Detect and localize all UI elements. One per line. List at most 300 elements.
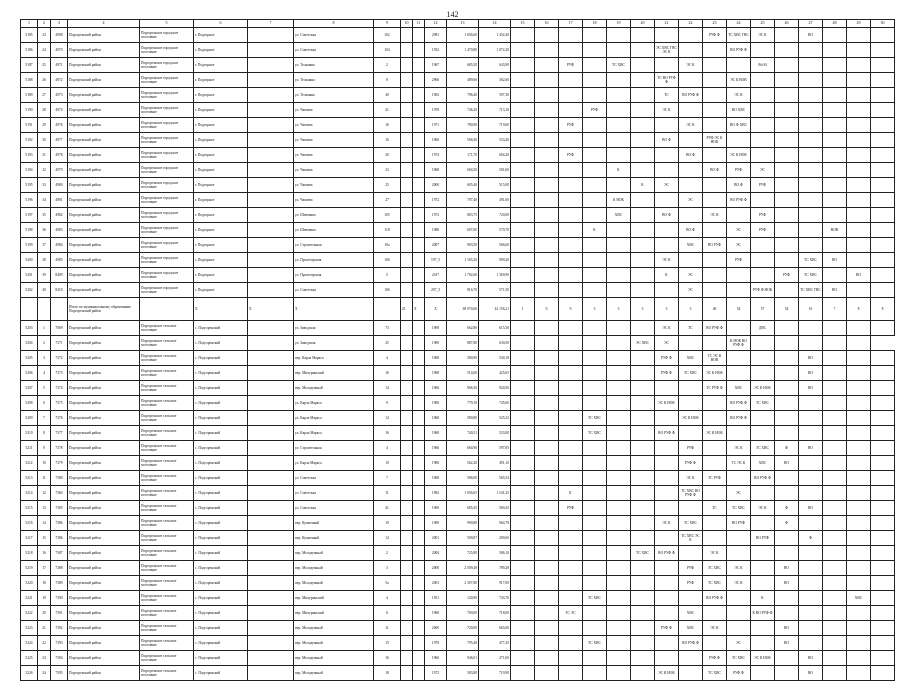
- table-row: [21, 471, 895, 486]
- cell-col-15: [511, 651, 535, 666]
- cell-col-13: 607,00: [447, 223, 479, 238]
- cell-col-1: 5214: [21, 486, 38, 501]
- cell-col-13: 707,40: [447, 193, 479, 208]
- cell-col-30: [871, 576, 895, 591]
- cell-col-22: [679, 133, 703, 148]
- column-number-col-28: 28: [823, 20, 847, 28]
- cell-col-12: 1951: [425, 591, 447, 606]
- cell-col-24: ВО РУФ: [727, 516, 751, 531]
- cell-col-28: [823, 118, 847, 133]
- cell-col-5: Подгоренское городское поселение: [140, 43, 194, 58]
- cell-col-8: ул. Чапаева: [294, 163, 374, 178]
- cell-col-26: Ф: [775, 501, 799, 516]
- cell-col-20: [631, 441, 655, 456]
- cell-col-13: 1 165,20: [447, 253, 479, 268]
- cell-col-3: 4983: [51, 223, 68, 238]
- cell-col-18: ТС ХВС: [583, 426, 607, 441]
- cell-col-18: [583, 208, 607, 223]
- cell-col-29: [847, 283, 871, 298]
- cell-col-21: ТС ВО РУФ Ф: [655, 73, 679, 88]
- cell-col-24: ЭС К: [727, 576, 751, 591]
- cell-col-4: Подгоренский район: [68, 366, 140, 381]
- cell-col-6: г. Подгорное: [194, 88, 248, 103]
- cell-col-15: [511, 411, 535, 426]
- cell-col-11: [413, 636, 425, 651]
- table-row: [21, 366, 895, 381]
- cell-col-8: ул. Чапаева: [294, 103, 374, 118]
- cell-col-3: 7386: [51, 516, 68, 531]
- cell-col-21: ЭС: [655, 336, 679, 351]
- cell-col-27: [799, 103, 823, 118]
- cell-col-21: [655, 651, 679, 666]
- cell-col-24: РУФ Ф: [727, 666, 751, 681]
- cell-col-1: 5205: [21, 351, 38, 366]
- cell-col-24: ЭС К: [727, 88, 751, 103]
- cell-col-29: [847, 426, 871, 441]
- cell-col-11: [413, 88, 425, 103]
- cell-col-2: 14: [38, 516, 51, 531]
- cell-col-28: ВО: [823, 283, 847, 298]
- cell-col-10: [401, 501, 413, 516]
- cell-col-23: [703, 148, 727, 163]
- cell-col-27: [799, 411, 823, 426]
- cell-col-7: [248, 268, 294, 283]
- cell-col-14: 604,20: [479, 148, 511, 163]
- cell-col-10: [401, 426, 413, 441]
- cell-col-25: [751, 88, 775, 103]
- cell-col-20: ТС ХВС: [631, 546, 655, 561]
- cell-col-1: 5187: [21, 58, 38, 73]
- cell-col-16: [535, 561, 559, 576]
- cell-col-17: [559, 223, 583, 238]
- cell-col-24: [727, 58, 751, 73]
- cell-col-2: 23: [38, 651, 51, 666]
- cell-col-28: [823, 441, 847, 456]
- cell-col-2: 21: [38, 621, 51, 636]
- cell-col-11: [413, 546, 425, 561]
- cell-col-16: [535, 441, 559, 456]
- cell-col-9: 14: [374, 381, 401, 396]
- cell-col-8: пер. Молодежный: [294, 621, 374, 636]
- cell-col-29: [847, 366, 871, 381]
- table-row: [21, 591, 895, 606]
- cell-col-9: 106: [374, 283, 401, 298]
- cell-col-21: ЭС: [655, 178, 679, 193]
- cell-col-23: [703, 283, 727, 298]
- cell-col-8: пер. Молодежный: [294, 666, 374, 681]
- cell-col-27: [799, 396, 823, 411]
- cell-col-27: [799, 456, 823, 471]
- cell-col-9: 25: [374, 178, 401, 193]
- cell-col-9: 16: [374, 118, 401, 133]
- cell-col-1: 5218: [21, 546, 38, 561]
- cell-col-2: 34: [38, 193, 51, 208]
- cell-col-13: 685,45: [447, 501, 479, 516]
- cell-col-18: [583, 193, 607, 208]
- cell-col-15: [511, 28, 535, 43]
- table-row: [21, 208, 895, 223]
- cell-col-1: 5223: [21, 621, 38, 636]
- cell-col-14: 597,30: [479, 88, 511, 103]
- cell-col-23: [703, 456, 727, 471]
- cell-col-3: 4984: [51, 238, 68, 253]
- cell-col-27: [799, 88, 823, 103]
- cell-col-10: [401, 471, 413, 486]
- cell-col-28: [823, 576, 847, 591]
- cell-col-29: [847, 238, 871, 253]
- cell-col-16: [535, 103, 559, 118]
- cell-col-8: пер. Мичуринский: [294, 606, 374, 621]
- cell-col-26: [775, 426, 799, 441]
- cell-col-2: 35: [38, 208, 51, 223]
- cell-col-3: 4981: [51, 193, 68, 208]
- cell-col-6: г. Подгорное: [194, 43, 248, 58]
- cell-col-12: 1968: [425, 163, 447, 178]
- cell-col-14: 565,54: [479, 471, 511, 486]
- cell-col-14: 909,20: [479, 253, 511, 268]
- cell-col-20: [631, 366, 655, 381]
- cell-col-6: г. Подгорное: [194, 163, 248, 178]
- cell-col-21: [655, 501, 679, 516]
- cell-col-19: [607, 591, 631, 606]
- cell-col-5: Подгоренское сельское поселение: [140, 351, 194, 366]
- cell-col-28: [823, 43, 847, 58]
- cell-col-7: [248, 351, 294, 366]
- cell-col-26: [775, 591, 799, 606]
- cell-col-21: РУФ Ф: [655, 351, 679, 366]
- cell-col-19: [607, 561, 631, 576]
- cell-col-15: [511, 73, 535, 88]
- cell-col-11: [413, 471, 425, 486]
- cell-col-17: [559, 238, 583, 253]
- cell-col-4: Подгоренский район: [68, 283, 140, 298]
- cell-col-4: Подгоренский район: [68, 561, 140, 576]
- cell-col-2: 8: [38, 426, 51, 441]
- cell-col-10: [401, 253, 413, 268]
- cell-col-12: 1960: [425, 133, 447, 148]
- cell-col-19: [607, 621, 631, 636]
- cell-col-3: 7371: [51, 336, 68, 351]
- cell-col-13: 1 656,60: [447, 28, 479, 43]
- cell-col-8: ул. Советская: [294, 28, 374, 43]
- cell-col-19: [607, 223, 631, 238]
- cell-col-25: [751, 336, 775, 351]
- cell-col-18: [583, 178, 607, 193]
- cell-col-29: [847, 351, 871, 366]
- cell-col-14: 718,00: [479, 606, 511, 621]
- cell-col-8: ул. Шевченко: [294, 208, 374, 223]
- cell-col-19: [607, 441, 631, 456]
- table-row: [21, 651, 895, 666]
- cell-col-16: [535, 636, 559, 651]
- cell-col-20: [631, 103, 655, 118]
- cell-col-8: пер. Кузнечный: [294, 531, 374, 546]
- cell-col-28: [823, 208, 847, 223]
- cell-col-4: Подгоренский район: [68, 486, 140, 501]
- cell-col-23: [703, 223, 727, 238]
- cell-col-30: [871, 636, 895, 651]
- cell-col-22: [679, 178, 703, 193]
- cell-col-26: Ф: [775, 516, 799, 531]
- cell-col-3: 4979: [51, 163, 68, 178]
- cell-col-4: Подгоренский район: [68, 178, 140, 193]
- cell-col-1: 5203: [21, 321, 38, 336]
- cell-col-19: ТС ХВС: [607, 58, 631, 73]
- cell-col-12: 1982: [425, 486, 447, 501]
- cell-col-1: 5185: [21, 28, 38, 43]
- table-row: [21, 561, 895, 576]
- cell-col-28: [823, 103, 847, 118]
- cell-col-29: [847, 208, 871, 223]
- total-cell-col-13: 69 074,66: [447, 298, 479, 321]
- column-number-col-19: 19: [607, 20, 631, 28]
- cell-col-17: [559, 103, 583, 118]
- cell-col-17: [559, 531, 583, 546]
- column-number-col-27: 27: [799, 20, 823, 28]
- cell-col-20: [631, 238, 655, 253]
- cell-col-27: [799, 621, 823, 636]
- cell-col-5: Подгоренское сельское поселение: [140, 411, 194, 426]
- total-cell-col-4: Итого по муниципальному образованию Подгоренский район: [68, 298, 140, 321]
- cell-col-22: ВО Ф: [679, 148, 703, 163]
- cell-col-16: [535, 351, 559, 366]
- cell-col-1: 5206: [21, 366, 38, 381]
- cell-col-7: [248, 366, 294, 381]
- cell-col-30: [871, 223, 895, 238]
- cell-col-16: [535, 516, 559, 531]
- cell-col-17: РУФ: [559, 148, 583, 163]
- cell-col-13: 586,00: [447, 471, 479, 486]
- cell-col-10: [401, 28, 413, 43]
- cell-col-13: 568,40: [447, 133, 479, 148]
- cell-col-26: [775, 336, 799, 351]
- cell-col-29: [847, 546, 871, 561]
- cell-col-6: г. Подгорное: [194, 193, 248, 208]
- cell-col-2: 28: [38, 103, 51, 118]
- cell-col-16: [535, 411, 559, 426]
- cell-col-14: 425,65: [479, 366, 511, 381]
- cell-col-29: [847, 441, 871, 456]
- cell-col-10: [401, 268, 413, 283]
- cell-col-21: [655, 283, 679, 298]
- total-cell-col-5: [140, 298, 194, 321]
- cell-col-30: [871, 321, 895, 336]
- cell-col-19: [607, 336, 631, 351]
- cell-col-1: 5186: [21, 43, 38, 58]
- cell-col-9: 102: [374, 28, 401, 43]
- cell-col-10: [401, 411, 413, 426]
- column-number-col-17: 17: [559, 20, 583, 28]
- cell-col-6: г. Подгорное: [194, 238, 248, 253]
- cell-col-13: 769,00: [447, 606, 479, 621]
- cell-col-16: [535, 73, 559, 88]
- cell-col-16: [535, 366, 559, 381]
- cell-col-21: [655, 58, 679, 73]
- cell-col-24: [727, 531, 751, 546]
- table-row: [21, 456, 895, 471]
- column-number-col-11: 11: [413, 20, 425, 28]
- cell-col-26: [775, 486, 799, 501]
- cell-col-30: [871, 501, 895, 516]
- cell-col-21: ВО РУФ Ф: [655, 426, 679, 441]
- cell-col-17: [559, 163, 583, 178]
- cell-col-7: [248, 238, 294, 253]
- cell-col-19: ХВС: [607, 208, 631, 223]
- cell-col-17: [559, 666, 583, 681]
- cell-col-6: с. Подгоренский: [194, 591, 248, 606]
- cell-col-8: ул. Советская: [294, 43, 374, 58]
- cell-col-10: [401, 148, 413, 163]
- cell-col-20: [631, 381, 655, 396]
- cell-col-18: ТС ХВС: [583, 591, 607, 606]
- cell-col-24: [727, 321, 751, 336]
- cell-col-25: [751, 561, 775, 576]
- cell-col-11: [413, 426, 425, 441]
- cell-col-8: ул. Чапаева: [294, 133, 374, 148]
- cell-col-21: РУФ Ф: [655, 621, 679, 636]
- total-cell-col-28: 7: [823, 298, 847, 321]
- cell-col-6: с. Подгоренский: [194, 546, 248, 561]
- cell-col-5: Подгоренское городское поселение: [140, 223, 194, 238]
- cell-col-25: ЭС: [751, 163, 775, 178]
- cell-col-18: [583, 238, 607, 253]
- cell-col-8: пер. Молодежный: [294, 651, 374, 666]
- cell-col-6: г. Подгорное: [194, 133, 248, 148]
- cell-col-8: ул. Строительная: [294, 238, 374, 253]
- cell-col-29: [847, 88, 871, 103]
- cell-col-26: [775, 178, 799, 193]
- cell-col-12: 197_5: [425, 253, 447, 268]
- cell-col-14: 630,50: [479, 336, 511, 351]
- cell-col-27: ВО: [799, 366, 823, 381]
- cell-col-9: 6: [374, 606, 401, 621]
- cell-col-25: ВО РУФ Ф: [751, 471, 775, 486]
- column-number-col-25: 25: [751, 20, 775, 28]
- cell-col-13: 990,80: [447, 516, 479, 531]
- cell-col-12: 1970: [425, 636, 447, 651]
- cell-col-29: [847, 28, 871, 43]
- cell-col-13: 887,80: [447, 336, 479, 351]
- cell-col-4: Подгоренский район: [68, 591, 140, 606]
- cell-col-7: [248, 208, 294, 223]
- cell-col-2: 19: [38, 591, 51, 606]
- cell-col-12: 1971: [425, 118, 447, 133]
- cell-col-9: 118: [374, 223, 401, 238]
- cell-col-21: [655, 223, 679, 238]
- cell-col-6: с. Подгоренский: [194, 441, 248, 456]
- cell-col-2: 40: [38, 283, 51, 298]
- cell-col-4: Подгоренский район: [68, 531, 140, 546]
- cell-col-21: ВО РУФ Ф: [655, 546, 679, 561]
- cell-col-7: [248, 606, 294, 621]
- table-row: [21, 636, 895, 651]
- column-number-col-4: 4: [68, 20, 140, 28]
- cell-col-14: 920,50: [479, 381, 511, 396]
- cell-col-17: [559, 351, 583, 366]
- cell-col-10: [401, 486, 413, 501]
- cell-col-28: [823, 366, 847, 381]
- cell-col-6: г. Подгорное: [194, 58, 248, 73]
- cell-col-21: ЭС К НОК: [655, 396, 679, 411]
- cell-col-19: [607, 73, 631, 88]
- column-number-col-22: 22: [679, 20, 703, 28]
- cell-col-23: ТС РУФ: [703, 471, 727, 486]
- cell-col-19: [607, 546, 631, 561]
- cell-col-25: РУФ: [751, 223, 775, 238]
- cell-col-14: 515,00: [479, 178, 511, 193]
- table-row: [21, 396, 895, 411]
- page-number: 142: [446, 10, 459, 19]
- cell-col-12: 1960: [425, 411, 447, 426]
- cell-col-27: ВО: [799, 28, 823, 43]
- cell-col-7: [248, 456, 294, 471]
- cell-col-5: Подгоренское городское поселение: [140, 73, 194, 88]
- cell-col-5: Подгоренское городское поселение: [140, 268, 194, 283]
- cell-col-10: [401, 441, 413, 456]
- cell-col-15: [511, 58, 535, 73]
- cell-col-26: [775, 88, 799, 103]
- cell-col-18: [583, 531, 607, 546]
- cell-col-13: 120,90: [447, 591, 479, 606]
- cell-col-2: 24: [38, 666, 51, 681]
- cell-col-14: 566,60: [479, 238, 511, 253]
- cell-col-6: г. Подгорное: [194, 148, 248, 163]
- cell-col-11: [413, 208, 425, 223]
- cell-col-23: [703, 103, 727, 118]
- cell-col-8: ул. Тельмана: [294, 73, 374, 88]
- cell-col-5: Подгоренское сельское поселение: [140, 516, 194, 531]
- cell-col-11: [413, 28, 425, 43]
- cell-col-10: [401, 651, 413, 666]
- cell-col-17: [559, 516, 583, 531]
- cell-col-25: ТС ХВС: [751, 396, 775, 411]
- cell-col-3: 4908: [51, 28, 68, 43]
- cell-col-19: [607, 516, 631, 531]
- cell-col-14: 1 541,25: [479, 486, 511, 501]
- cell-col-28: [823, 336, 847, 351]
- cell-col-10: [401, 621, 413, 636]
- total-cell-col-10: 21: [401, 298, 413, 321]
- cell-col-17: [559, 193, 583, 208]
- cell-col-4: Подгоренский район: [68, 73, 140, 88]
- cell-col-27: ТС ХВС: [799, 268, 823, 283]
- cell-col-1: 5213: [21, 471, 38, 486]
- cell-col-25: [751, 546, 775, 561]
- cell-col-25: [751, 253, 775, 268]
- cell-col-1: 5199: [21, 238, 38, 253]
- cell-col-15: [511, 253, 535, 268]
- cell-col-21: [655, 576, 679, 591]
- cell-col-25: [751, 636, 775, 651]
- cell-col-12: 1969: [425, 501, 447, 516]
- cell-col-4: Подгоренский район: [68, 621, 140, 636]
- cell-col-11: [413, 486, 425, 501]
- cell-col-17: [559, 381, 583, 396]
- cell-col-13: 1 702,60: [447, 268, 479, 283]
- cell-col-23: РУФ Ф: [703, 28, 727, 43]
- cell-col-5: Подгоренское сельское поселение: [140, 486, 194, 501]
- cell-col-21: ЭС ХВС ГВС ЭС К: [655, 43, 679, 58]
- cell-col-25: К ВО РУФ Ф: [751, 606, 775, 621]
- cell-col-8: пер. Кузнечный: [294, 516, 374, 531]
- cell-col-22: ХВС: [679, 621, 703, 636]
- cell-col-1: 5217: [21, 531, 38, 546]
- cell-col-11: [413, 148, 425, 163]
- cell-col-1: 5226: [21, 666, 38, 681]
- cell-col-12: 1974: [425, 148, 447, 163]
- cell-col-8: пер. Молодежный: [294, 546, 374, 561]
- cell-col-27: [799, 73, 823, 88]
